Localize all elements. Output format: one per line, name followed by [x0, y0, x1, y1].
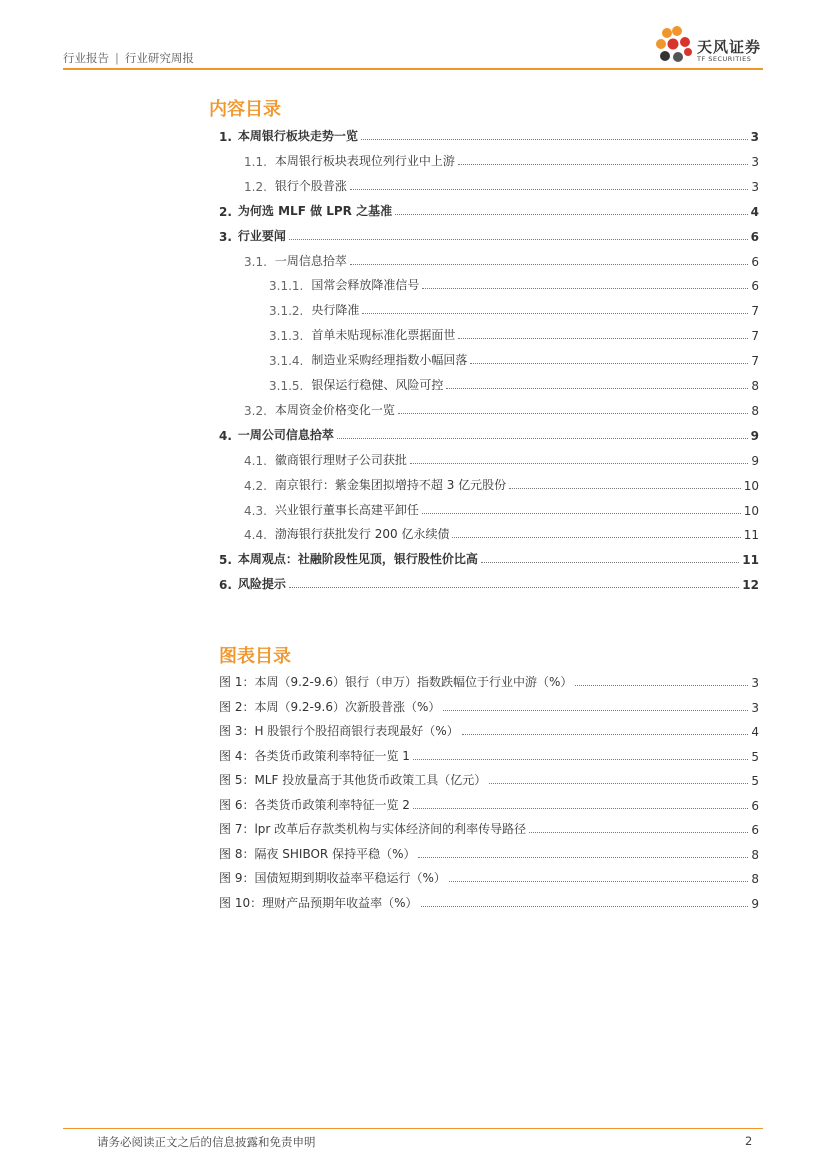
toc-entry-page: 3 [750, 130, 759, 144]
toc-entry-page: 9 [751, 453, 759, 468]
dot-leader [458, 164, 748, 165]
toc-entry-title: 徽商银行理财子公司获批 [274, 452, 407, 467]
toc-entry-page: 8 [751, 379, 759, 393]
toc-entry-page: 7 [751, 304, 759, 319]
figure-entry[interactable] [219, 795, 759, 813]
toc-entry-title: 为何选 MLF 做 LPR 之基准 [237, 203, 393, 218]
toc-entry[interactable] [244, 500, 759, 518]
toc-entry-title: 制造业采购经理指数小幅回落 [311, 353, 468, 368]
toc-entry-page: 6 [750, 229, 759, 244]
toc-entry-number: 3.1.5. [269, 379, 304, 393]
toc-entry-title: 渤海银行获批发行 200 亿永续债 [274, 527, 450, 542]
figure-entry-title: 图 7：lpr 改革后存款类机构与实体经济间的利率传导路径 [219, 822, 527, 836]
dot-leader [350, 264, 748, 265]
dot-leader [422, 513, 741, 514]
toc-entry[interactable] [219, 201, 759, 219]
figure-entry-page: 3 [751, 700, 759, 715]
toc-entry-number: 3.1.4. [269, 354, 304, 369]
dot-leader [509, 488, 741, 489]
toc-entry[interactable] [244, 450, 759, 468]
dot-leader [481, 562, 739, 563]
toc-entry-number: 5. [219, 553, 232, 568]
figure-entry[interactable] [219, 893, 759, 911]
dot-leader [337, 438, 748, 439]
dot-leader [529, 832, 748, 833]
toc-entry-title: 风险提示 [237, 577, 286, 592]
toc-entry-page: 6 [751, 254, 759, 269]
dot-leader [575, 685, 748, 686]
figure-entry-page: 8 [751, 872, 759, 886]
figure-entry-title: 图 1：本周（9.2-9.6）银行（申万）指数跌幅位于行业中游（%） [219, 675, 573, 689]
figure-entry[interactable] [219, 672, 759, 690]
toc-entry-title: 首单未贴现标准化票据面世 [311, 328, 456, 343]
figure-entry-page: 6 [751, 798, 759, 813]
toc-entry-title: 国常会释放降准信号 [311, 278, 420, 293]
figure-entry-page: 3 [751, 676, 759, 690]
toc-entry-title: 本周观点：社融阶段性见顶，银行股性价比高 [237, 552, 478, 567]
figure-entry-title: 图 4：各类货币政策利率特征一览 1 [219, 748, 410, 763]
dot-leader [410, 463, 748, 464]
toc-entry-number: 1. [219, 130, 232, 144]
dot-leader [362, 313, 748, 314]
toc-entry-title: 央行降准 [311, 303, 360, 318]
toc-entry-number: 4.3. [244, 503, 267, 518]
toc-entry-page: 3 [751, 154, 759, 169]
dot-leader [350, 189, 748, 190]
toc-entry-number: 4.4. [244, 528, 267, 543]
logo-subtitle: TF SECURITIES [697, 55, 752, 63]
toc-entry-title: 一周信息拾萃 [274, 253, 347, 268]
toc-entry-page: 9 [750, 428, 759, 443]
toc-entry[interactable] [269, 275, 759, 293]
toc-entry[interactable] [219, 226, 759, 244]
figure-entry[interactable] [219, 844, 759, 862]
toc-entry-page: 3 [751, 179, 759, 194]
figure-entry[interactable] [219, 721, 759, 739]
toc-entry[interactable] [244, 524, 759, 542]
footer-divider [63, 1128, 763, 1129]
toc-entry[interactable] [219, 549, 759, 567]
figure-entry-title: 图 9：国债短期到期收益率平稳运行（%） [219, 871, 446, 885]
dot-leader [398, 413, 748, 414]
header-separator: | [115, 51, 119, 65]
toc-entry-number: 1.1. [244, 154, 267, 169]
dot-leader [443, 710, 748, 711]
toc-entry-page: 11 [743, 528, 759, 543]
dot-leader [449, 881, 749, 882]
figure-entry-page: 9 [751, 896, 759, 911]
toc-entry-number: 2. [219, 204, 232, 219]
dot-leader [395, 214, 748, 215]
figures-title: 图表目录 [219, 646, 291, 667]
toc-entry-title: 一周公司信息拾萃 [237, 427, 334, 442]
toc-entry-title: 银保运行稳健、风险可控 [311, 378, 444, 392]
toc-entry-number: 3.1.2. [269, 304, 304, 319]
toc-entry-title: 兴业银行董事长高建平卸任 [274, 502, 419, 517]
toc-entry-page: 7 [751, 329, 759, 344]
toc-entry-title: 银行个股普涨 [274, 178, 347, 193]
toc-entry-title: 本周银行板块表现位列行业中上游 [274, 153, 455, 168]
toc-entry[interactable] [269, 350, 759, 368]
dot-leader [413, 808, 748, 809]
figure-entry-page: 8 [751, 847, 759, 862]
figure-entry-page: 5 [751, 749, 759, 764]
figure-entry[interactable] [219, 819, 759, 837]
toc-entry-page: 6 [751, 279, 759, 294]
toc-entry-page: 7 [751, 354, 759, 369]
toc-entry[interactable] [244, 151, 759, 169]
toc-entry[interactable] [269, 300, 759, 318]
toc-entry-number: 4.2. [244, 478, 267, 493]
dot-leader [422, 288, 748, 289]
dot-leader [418, 857, 748, 858]
toc-entry[interactable] [244, 400, 759, 418]
figure-entry[interactable] [219, 746, 759, 764]
toc-entry-number: 3.1.1. [269, 279, 304, 294]
page-number: 2 [745, 1134, 753, 1148]
toc-entry-number: 3.1.3. [269, 329, 304, 344]
toc-entry-page: 12 [742, 578, 759, 593]
figure-entry-title: 图 10：理财产品预期年收益率（%） [219, 895, 418, 910]
toc-entry-page: 4 [750, 204, 759, 219]
report-category: 行业报告 [63, 51, 109, 65]
figure-entry-page: 6 [751, 823, 759, 837]
toc-entry[interactable] [219, 425, 759, 443]
toc-entry[interactable] [219, 574, 759, 592]
dot-leader [289, 587, 739, 588]
toc-entry-number: 6. [219, 578, 232, 593]
toc-entry-number: 3. [219, 229, 232, 244]
toc-entry-title: 南京银行：紫金集团拟增持不超 3 亿元股份 [274, 477, 507, 492]
figure-entry[interactable] [219, 868, 759, 886]
toc-entry-number: 4. [219, 428, 232, 443]
toc-entry[interactable] [244, 475, 759, 493]
toc-entry-title: 本周资金价格变化一览 [274, 402, 395, 417]
dot-leader [289, 239, 748, 240]
dot-leader [421, 906, 749, 907]
toc-entry-page: 8 [751, 403, 759, 418]
figure-entry-title: 图 8：隔夜 SHIBOR 保持平稳（%） [219, 846, 416, 861]
toc-entry[interactable] [244, 251, 759, 269]
dot-leader [458, 338, 748, 339]
dot-leader [470, 363, 748, 364]
figure-entry[interactable] [219, 770, 759, 788]
toc-entry[interactable] [219, 126, 759, 144]
toc-entry-title: 本周银行板块走势一览 [237, 129, 358, 143]
figure-entry-page: 5 [751, 774, 759, 788]
dot-leader [452, 537, 740, 538]
dot-leader [462, 734, 749, 735]
toc-entry-number: 3.2. [244, 403, 267, 418]
toc-entry-number: 3.1. [244, 254, 267, 269]
toc-title: 内容目录 [209, 99, 281, 120]
dot-leader [361, 139, 748, 140]
toc-entry[interactable] [269, 375, 759, 393]
report-header [63, 50, 194, 66]
toc-entry-page: 11 [742, 553, 759, 568]
figure-entry-page: 4 [751, 725, 759, 739]
dot-leader [489, 783, 748, 784]
toc-entry-number: 1.2. [244, 179, 267, 194]
dot-leader [413, 759, 748, 760]
toc-entry-page: 10 [743, 503, 759, 518]
toc-entry[interactable] [269, 325, 759, 343]
logo-name: 天风证券 [697, 38, 762, 56]
toc-entry-page: 10 [743, 478, 759, 493]
figure-entry-title: 图 6：各类货币政策利率特征一览 2 [219, 797, 410, 812]
figure-entry-title: 图 5：MLF 投放量高于其他货币政策工具（亿元） [219, 773, 487, 787]
footer-disclaimer[interactable]: 请务必阅读正文之后的信息披露和免责申明 [97, 1135, 316, 1149]
report-type: 行业研究周报 [124, 51, 194, 65]
figure-entry-title: 图 3：H 股银行个股招商银行表现最好（%） [219, 724, 459, 738]
figure-entry-title: 图 2：本周（9.2-9.6）次新股普涨（%） [219, 699, 441, 714]
dot-leader [446, 388, 748, 389]
toc-entry[interactable] [244, 176, 759, 194]
figure-entry[interactable] [219, 697, 759, 715]
toc-entry-number: 4.1. [244, 453, 267, 468]
toc-entry-title: 行业要闻 [237, 228, 286, 243]
